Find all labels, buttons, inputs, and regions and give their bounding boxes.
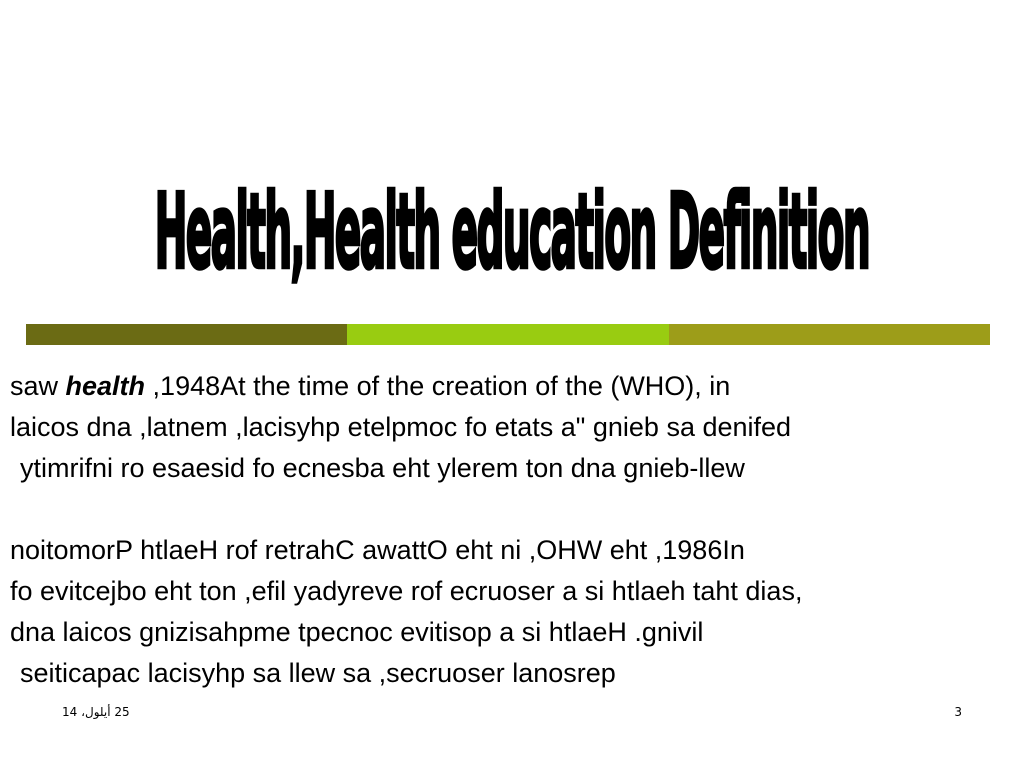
- paragraph2-line2: fo evitcejbo eht ton ,efil yadyreve rof ecruoser a si htlaeh taht dias,: [10, 576, 803, 606]
- footer-page-number: 3: [954, 705, 962, 719]
- paragraph1-line3: ytimrifni ro esaesid fo ecnesba eht ylerem ton dna gnieb-llew: [20, 453, 745, 483]
- paragraph1-line1: [10, 366, 1020, 407]
- paragraph1-emphasis: health: [65, 371, 146, 401]
- paragraph2-line1: noitomorP htlaeH rof retrahC awattO eht ni ,OHW eht ,1986In: [10, 535, 745, 565]
- paragraph1-line2: laicos dna ,latnem ,lacisyhp etelpmoc fo etats a" gnieb sa denifed: [10, 412, 792, 442]
- paragraph-spacer: [10, 489, 1020, 530]
- accent-bar-segment-1: [26, 324, 347, 345]
- paragraph2-line3: dna laicos gnizisahpme tpecnoc evitisop a si htlaeH .gnivil: [10, 617, 704, 647]
- accent-bar-segment-3: [669, 324, 990, 345]
- paragraph2-line4: seiticapac lacisyhp sa llew sa ,secruoser lanosrep: [20, 658, 616, 688]
- slide-title: [0, 172, 1024, 292]
- footer-date: 25 أيلول، 14: [62, 705, 130, 719]
- slide-body: [10, 366, 1020, 694]
- slide-title-text: Health,Health education Definition: [154, 172, 870, 292]
- accent-bar-segment-2: [347, 324, 668, 345]
- paragraph1-line1-prefix: saw: [10, 371, 66, 401]
- title-accent-bar: [26, 324, 990, 345]
- paragraph1-line1-suffix: ,1948At the time of the creation of the (WHO), in: [145, 371, 731, 401]
